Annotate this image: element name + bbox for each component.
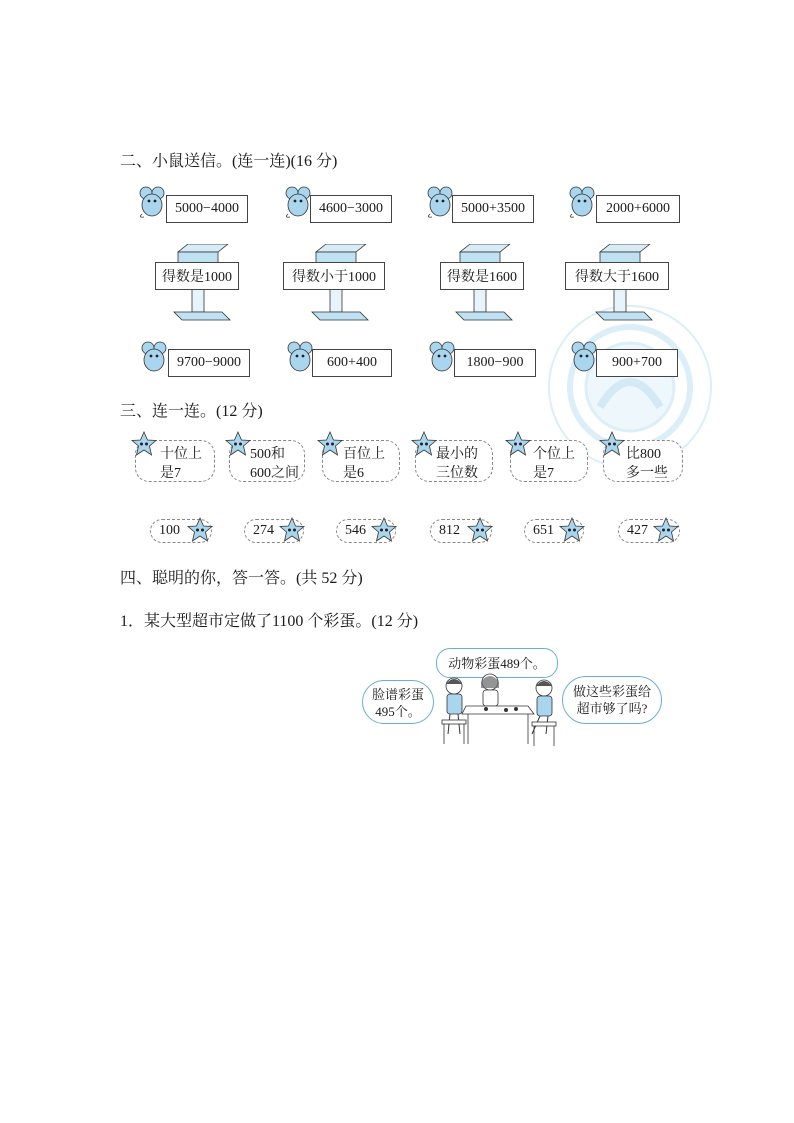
star-icon bbox=[652, 516, 680, 544]
clue-line2: 多一些 bbox=[626, 466, 668, 481]
number-value: 812 bbox=[439, 523, 460, 538]
star-icon bbox=[278, 516, 306, 544]
number-value: 427 bbox=[627, 523, 648, 538]
section3-heading: 三、连一连。(12 分) bbox=[120, 403, 263, 420]
clue-line1: 个位上 bbox=[533, 447, 575, 462]
bubble-line1: 脸谱彩蛋 bbox=[371, 687, 424, 702]
star-icon bbox=[370, 516, 398, 544]
mailbox-sign-2[interactable]: 得数小于1000 bbox=[283, 262, 385, 290]
star-icon bbox=[504, 430, 532, 458]
number-value: 546 bbox=[345, 523, 366, 538]
star-icon bbox=[224, 430, 252, 458]
bubble-line2: 495个。 bbox=[375, 704, 421, 719]
mouse-icon bbox=[140, 341, 170, 373]
clue-line2: 是6 bbox=[343, 466, 364, 481]
clue-line1: 500和 bbox=[250, 447, 285, 462]
bottom-expression-1[interactable]: 9700−9000 bbox=[168, 349, 250, 377]
star-icon bbox=[466, 516, 494, 544]
mouse-icon bbox=[138, 186, 168, 218]
clue-line1: 百位上 bbox=[343, 447, 385, 462]
watermark-emblem-icon bbox=[560, 317, 700, 457]
star-icon bbox=[558, 516, 586, 544]
clue-line1: 比800 bbox=[626, 447, 661, 462]
speech-bubble-left bbox=[362, 680, 434, 724]
bottom-expression-3[interactable]: 1800−900 bbox=[454, 349, 536, 377]
mouse-icon bbox=[568, 186, 598, 218]
star-icon bbox=[316, 430, 344, 458]
top-expression-3[interactable]: 5000+3500 bbox=[452, 195, 534, 223]
number-value: 100 bbox=[159, 523, 180, 538]
number-value: 274 bbox=[253, 523, 274, 538]
bubble-line1: 做这些彩蛋给 bbox=[572, 684, 651, 699]
clue-line2: 600之间 bbox=[250, 466, 299, 481]
star-icon bbox=[598, 430, 626, 458]
clue-line2: 是7 bbox=[533, 466, 554, 481]
star-icon bbox=[186, 516, 214, 544]
mailbox-sign-4[interactable]: 得数大于1600 bbox=[565, 262, 669, 290]
clue-line1: 十位上 bbox=[160, 447, 202, 462]
bubble-text: 动物彩蛋489个。 bbox=[448, 655, 546, 671]
speech-bubble-right bbox=[562, 676, 662, 724]
clue-line2: 三位数 bbox=[436, 466, 478, 481]
section2-heading: 二、小鼠送信。(连一连)(16 分) bbox=[120, 153, 338, 170]
star-icon bbox=[130, 430, 158, 458]
mailbox-sign-1[interactable]: 得数是1000 bbox=[155, 262, 239, 290]
top-expression-1[interactable]: 5000−4000 bbox=[166, 195, 248, 223]
star-icon bbox=[410, 430, 438, 458]
clue-line2: 是7 bbox=[160, 466, 181, 481]
section4-heading: 四、聪明的你，答一答。(共 52 分) bbox=[120, 570, 363, 587]
mailbox-sign-3[interactable]: 得数是1600 bbox=[440, 262, 524, 290]
clue-line1: 最小的 bbox=[436, 447, 478, 462]
question-1: 1．某大型超市定做了1100 个彩蛋。(12 分) bbox=[120, 613, 419, 630]
number-value: 651 bbox=[533, 523, 554, 538]
top-expression-2[interactable]: 4600−3000 bbox=[310, 195, 392, 223]
bottom-expression-2[interactable]: 600+400 bbox=[312, 349, 392, 377]
children-at-table-illustration bbox=[436, 672, 560, 752]
top-expression-4[interactable]: 2000+6000 bbox=[596, 195, 680, 223]
bottom-expression-4[interactable]: 900+700 bbox=[596, 349, 678, 377]
bubble-line2: 超市够了吗? bbox=[576, 701, 648, 716]
